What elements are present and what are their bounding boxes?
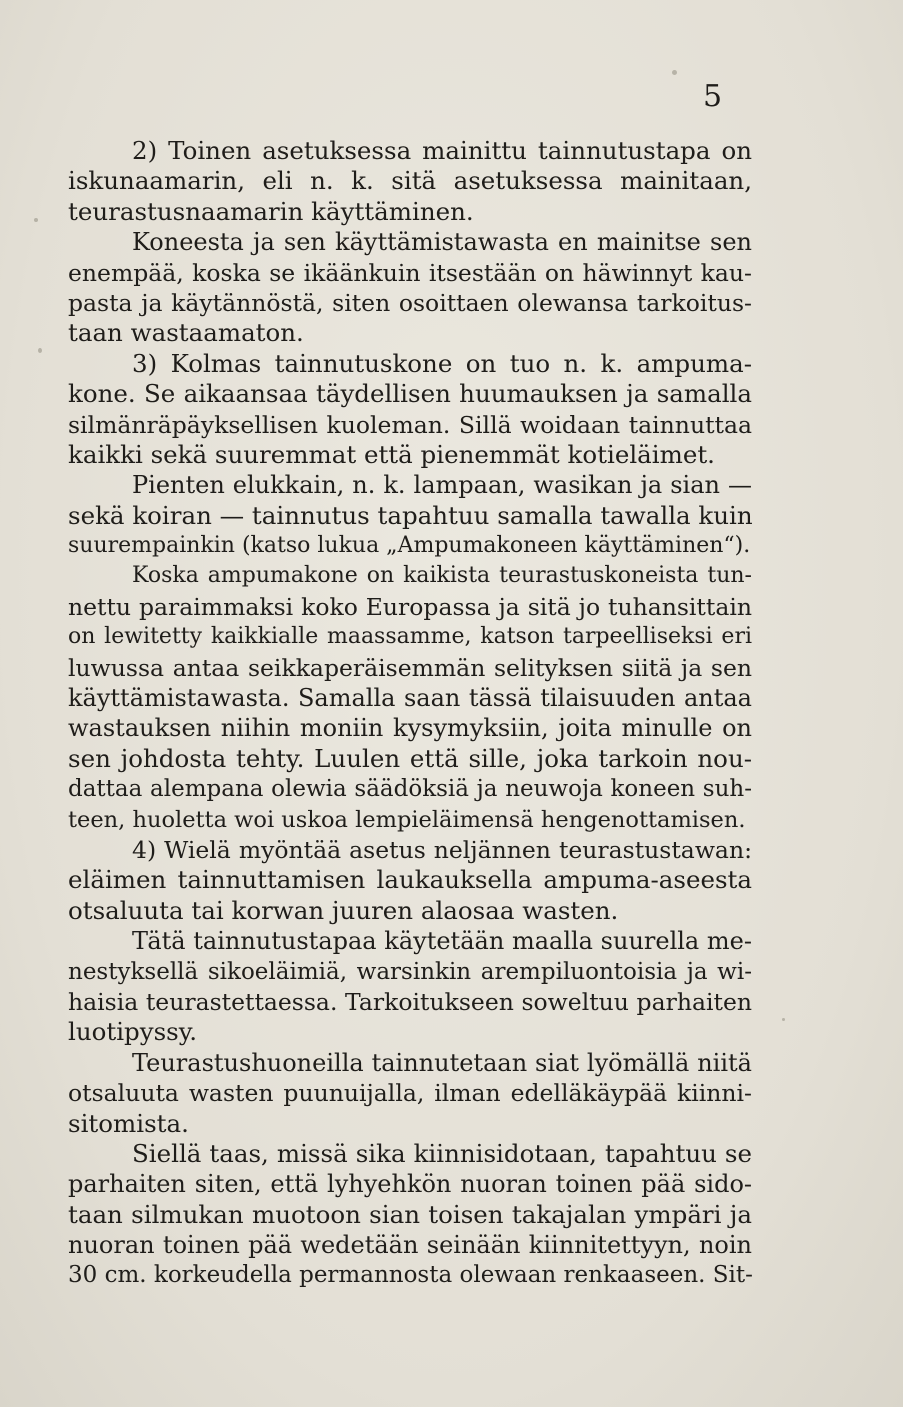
paper-blemish — [34, 218, 38, 222]
text-line: suurempainkin (katso lukua „Ampumakoneen käyttäminen“). — [68, 533, 751, 559]
text-line: nuoran toinen pää wedetään seinään kiinnitettyyn, noin — [68, 1231, 752, 1260]
text-line: Siellä taas, missä sika kiinnisidotaan, tapahtuu se — [132, 1138, 752, 1168]
text-line: iskunaamarin, eli n. k. sitä asetuksessa mainitaan, — [68, 166, 752, 196]
page-number: 5 — [703, 79, 723, 114]
text-line: teen, huoletta woi uskoa lempieläimensä hengenottamisen. — [68, 806, 746, 833]
text-line: on lewitetty kaikkialle maassamme, katson tarpeelliseksi eri — [68, 624, 752, 650]
paper-blemish — [38, 348, 42, 353]
text-line: nestyksellä sikoeläimiä, warsinkin arempiluontoisia ja wi- — [68, 958, 752, 985]
text-line: luwussa antaa seikkaperäisemmän selityksen siitä ja sen — [68, 653, 752, 682]
text-line: pasta ja käytännöstä, siten osoittaen olewansa tarkoitus- — [68, 288, 752, 317]
text-line: Pienten elukkain, n. k. lampaan, wasikan ja sian — — [132, 471, 752, 500]
text-line: 4) Wielä myöntää asetus neljännen teurastustawan: — [132, 835, 752, 864]
text-line: taan silmukan muotoon sian toisen takajalan ympäri ja — [68, 1199, 752, 1229]
text-line: haisia teurastettaessa. Tarkoitukseen soweltuu parhaiten — [68, 987, 752, 1016]
paper-blemish — [672, 70, 677, 75]
text-line: kone. Se aikaansaa täydellisen huumauksen ja samalla — [68, 379, 752, 409]
text-line: taan wastaamaton. — [68, 318, 304, 348]
text-line: teurastusnaamarin käyttäminen. — [68, 196, 474, 226]
text-line: luotipyssy. — [68, 1017, 198, 1047]
text-line: sitomista. — [68, 1108, 189, 1138]
text-line: sen johdosta tehty. Luulen että sille, joka tarkoin nou- — [68, 743, 752, 773]
paper-blemish — [782, 1018, 785, 1021]
text-line: 2) Toinen asetuksessa mainittu tainnutustapa on — [132, 136, 752, 165]
text-line: Tätä tainnutustapaa käytetään maalla suurella me- — [132, 927, 752, 956]
text-line: käyttämistawasta. Samalla saan tässä tilaisuuden antaa — [68, 684, 752, 713]
text-line: enempää, koska se ikäänkuin itsestään on häwinnyt kau- — [68, 258, 752, 287]
body-text — [68, 136, 752, 1291]
text-line: dattaa alempana olewia säädöksiä ja neuwoja koneen suh- — [68, 776, 752, 803]
text-line: wastauksen niihin moniin kysymyksiin, joita minulle on — [68, 714, 752, 743]
text-line: Teurastushuoneilla tainnutetaan siat lyömällä niitä — [132, 1048, 752, 1077]
text-line: nettu paraimmaksi koko Europassa ja sitä jo tuhansittain — [68, 592, 752, 621]
text-line: parhaiten siten, että lyhyehkön nuoran toinen pää sido- — [68, 1170, 752, 1199]
text-line: eläimen tainnuttamisen laukauksella ampuma-aseesta — [68, 865, 752, 895]
text-line: kaikki sekä suuremmat että pienemmät kotieläimet. — [68, 439, 715, 469]
text-line: 30 cm. korkeudella permannosta olewaan renkaaseen. Sit- — [68, 1262, 753, 1289]
text-line: silmänräpäyksellisen kuoleman. Sillä woidaan tainnuttaa — [68, 410, 752, 439]
text-line: 3) Kolmas tainnutuskone on tuo n. k. ampuma- — [132, 348, 752, 378]
text-line: Koska ampumakone on kaikista teurastuskoneista tun- — [132, 563, 752, 589]
text-line: otsaluuta wasten puunuijalla, ilman edelläkäypää kiinni- — [68, 1079, 752, 1108]
text-line: Koneesta ja sen käyttämistawasta en mainitse sen — [132, 228, 752, 257]
text-line: otsaluuta tai korwan juuren alaosaa wasten. — [68, 895, 619, 925]
text-line: sekä koiran — tainnutus tapahtuu samalla tawalla kuin — [68, 500, 753, 530]
